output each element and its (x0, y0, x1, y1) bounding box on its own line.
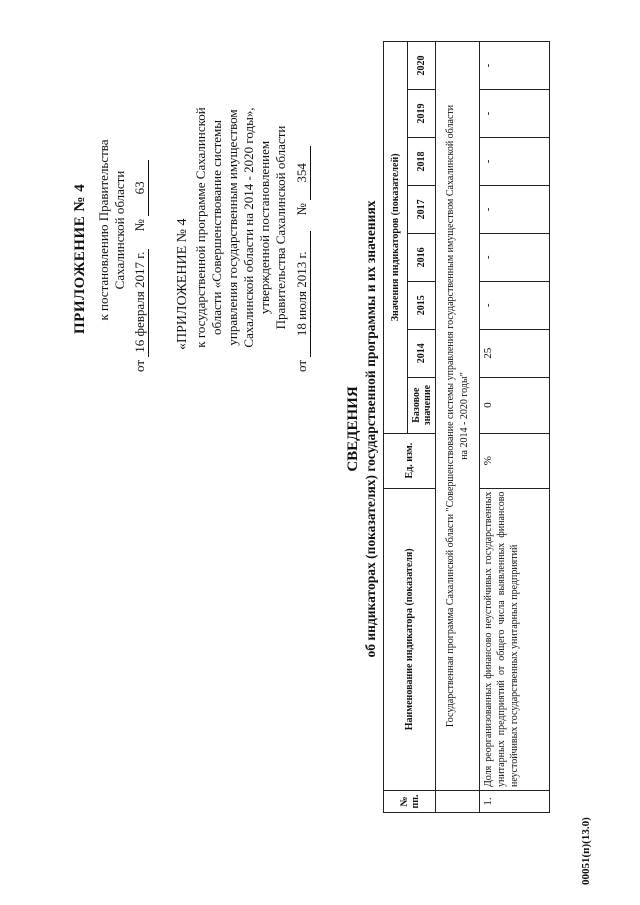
footer-code: 00051(п)(13.0) (580, 817, 592, 885)
number-prefix: № (294, 203, 309, 216)
row-value: - (480, 90, 550, 138)
old-appendix-line: Сахалинской области на 2014 - 2020 годы», (241, 107, 256, 348)
date-value: 18 июля 2013 г. (294, 231, 311, 357)
appendix-line1: к постановлению Правительства (96, 139, 111, 321)
date-value: 16 февраля 2017 г. (132, 249, 149, 357)
row-base: 0 (480, 377, 550, 433)
rotated-sheet (0, 5, 640, 905)
year-header: 2017 (408, 185, 436, 233)
date-prefix: от (294, 359, 309, 372)
number-value: 63 (132, 160, 149, 216)
old-appendix-line: Правительства Сахалинской области (273, 125, 288, 330)
appendix-title: ПРИЛОЖЕНИЕ № 4 (72, 183, 88, 334)
table-row (480, 42, 550, 813)
old-appendix-line: к государственной программе Сахалинской (193, 107, 208, 348)
row-value: - (480, 233, 550, 281)
row-value: 25 (480, 329, 550, 377)
heading-title: СВЕДЕНИЯ (345, 386, 361, 472)
appendix-line2: Сахалинской области (112, 170, 127, 290)
col-num-header: № пп. (384, 791, 436, 813)
table-header-row (384, 42, 408, 813)
year-header: 2018 (408, 137, 436, 185)
row-value: - (480, 137, 550, 185)
old-appendix-line: утвержденной постановлением (257, 140, 272, 315)
old-appendix-title: «ПРИЛОЖЕНИЕ № 4 (175, 218, 190, 350)
row-unit: % (480, 433, 550, 488)
indicators-table (383, 41, 550, 813)
col-name-header: Наименование индикатора (показателя) (384, 488, 436, 790)
col-values-group-header: Значения индикаторов (показателей) (384, 42, 408, 434)
heading-subtitle: об индикаторах (показателях) государственной программы и их значениях (363, 200, 378, 658)
number-value: 354 (294, 146, 311, 200)
appendix-date-line (132, 160, 149, 372)
row-name: Доля реорганизованных финансово неустойчивых государственных унитарных предприятий от общего числа выявленных финансово неустойчивых государственных унитарных предприятий (480, 488, 550, 790)
row-value: - (480, 185, 550, 233)
row-value: - (480, 281, 550, 329)
year-header: 2014 (408, 329, 436, 377)
year-header: 2019 (408, 90, 436, 138)
program-row (436, 42, 480, 813)
program-title-cell: Государственная программа Сахалинской области "Совершенствование системы управления государственным имуществом Сахалинской области на 2014 - 2020 годы" (436, 42, 480, 791)
col-base-header: Базовое значение (408, 377, 436, 433)
row-value: - (480, 42, 550, 90)
old-appendix-line: области «Совершенствование системы (209, 119, 224, 336)
old-appendix-date-line (294, 146, 311, 372)
date-prefix: от (132, 359, 147, 372)
number-prefix: № (132, 219, 147, 232)
year-header: 2020 (408, 42, 436, 90)
old-appendix-line: управления государственным имуществом (225, 109, 240, 346)
year-header: 2015 (408, 281, 436, 329)
row-num: 1. (480, 791, 550, 813)
col-unit-header: Ед. изм. (384, 433, 436, 488)
old-appendix-lines (193, 80, 289, 375)
year-header: 2016 (408, 233, 436, 281)
